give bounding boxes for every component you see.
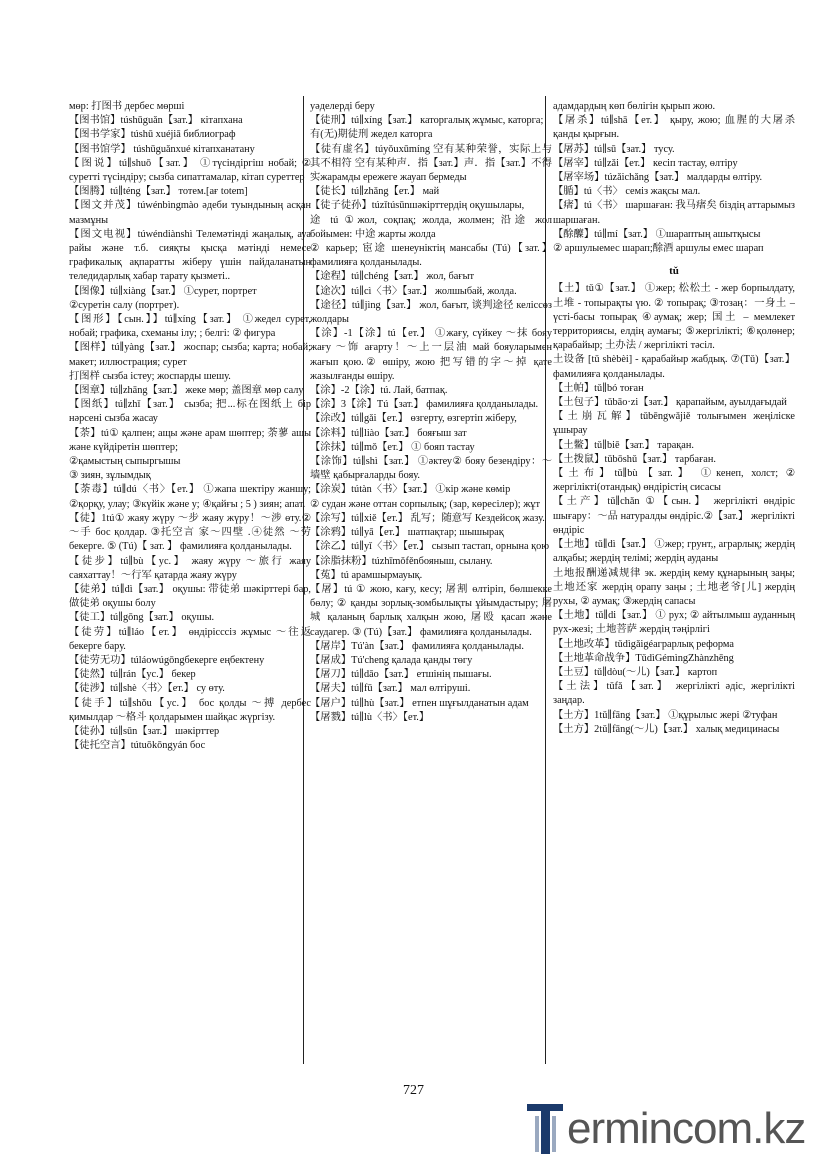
dictionary-entry: 【屠户】tú∥hù【зат.】 етпен шұғылданатын адам — [310, 697, 529, 709]
dictionary-entry: 【涂】3【涂】Tú【зат.】 фамилияға қолданылады. — [310, 399, 539, 411]
dictionary-entry: ② аршулыемес шарап;酴酒 аршулы емес шарап — [553, 243, 764, 255]
dictionary-entry: 【徒子徒孙】túzǐtúsūnшәкірттердің оқушылары, — [310, 200, 525, 212]
dictionary-entry: 打图样 сызба істеу; жоспарды шешу. — [69, 370, 231, 382]
dictionary-entry: 【屠宰】tú∥zǎi【ет.】 кесіп тастау, өлтіру — [553, 157, 738, 169]
dictionary-entry: 【涂写】tú∥xiě【ет.】 乱写；随意写 Кездейсоқ жазу. — [310, 512, 545, 524]
dictionary-entry: 【涂】-2【涂】tú. Лай, батпақ. — [310, 385, 448, 397]
dictionary-entry: 【图说】tú∥shuō【зат.】 ①түсіндіргіш нобай; ② суретті түсіндіру; сызба сипаттамалар, кітап суреттер — [69, 157, 311, 184]
dictionary-entry: 【土崩瓦解】tǔbēngwǎjiě толығымен жеңіліске ұшырау — [553, 411, 795, 437]
dictionary-entry: 【土产】tǔ∥chǎn ①【сын.】 жергілікті өндіріс шығару：～品 натуралды өндіріс.②【зат.】 жергілікті өндіріс — [553, 496, 795, 536]
dictionary-entry: 【徒然】tú∥rán【ус.】 бекер — [69, 669, 196, 681]
dictionary-entry: 【酴醾】tú∥mí【зат.】 ①шараптың ашытқысы — [553, 228, 761, 240]
dictionary-entry: 【图书馆学】 túshūguǎnxué кітапханатану — [69, 143, 255, 155]
dictionary-entry: 【土方】2tǔ∥fāng(～儿)【зат.】 халық медицинасы — [553, 723, 780, 735]
dictionary-entry: ②суретін салу (портрет). — [69, 299, 180, 311]
dictionary-entry: 【图纸】tú∥zhǐ【зат.】 сызба; 把...标在图纸上 бір нәрсені сызба жасау — [69, 399, 311, 425]
dictionary-entry: 【途径】tú∥jìng【зат.】 жол, бағыт, 谈判途径 келіссөз жолдары — [310, 299, 552, 326]
dictionary-entry: 【屠宰场】túzǎichǎng【зат.】 малдарды өлтіру. — [553, 172, 763, 184]
dictionary-entry: 【图文并茂】túwénbìngmào әдеби туындының асқан мазмұны — [69, 200, 311, 226]
dictionary-entry: 【土法】tǔfǎ【зат.】 жергілікті әдіс, жергілікті заңдар. — [553, 681, 795, 707]
dictionary-entry: 【徒工】tú∥gōng【зат.】 оқушы. — [69, 612, 215, 624]
dictionary-column-1 — [69, 100, 311, 1060]
dictionary-entry: 【土地革命战争】TǔdìGémìngZhànzhēng — [553, 652, 734, 664]
dictionary-entry: 【图文电视】túwéndiànshì Телемәтінді жаңалық, ауа райы және т.б. сияқты қысқа мәтінді немесе графикалық ақпаратты жіберу үшін пайдаланатын теледидарлық хабар тарату қызметі.. — [69, 228, 311, 283]
dictionary-entry: 【屠岸】Tú'àn【зат.】 фамилияға қолданылады. — [310, 640, 524, 652]
dictionary-entry: 【图形】【сын.】】tú∥xíng【зат.】 ①жедел сурет, нобай; графика, схеманы ілу; ; белгі: ② фигура — [69, 314, 311, 340]
dictionary-entry: 【图书馆】túshūguǎn【зат.】 кітапхана — [69, 115, 243, 127]
dictionary-entry: 【徒弟】tú∥dì【зат.】 оқушы: 带徒弟 шәкірттері бар, 做徒弟 оқушы болу — [69, 583, 311, 610]
dictionary-entry: 【土鳖】tǔ∥biē【зат.】 тарақан. — [553, 439, 694, 451]
dictionary-entry: 【菟】tú арамшырмауық. — [310, 569, 423, 581]
dictionary-entry: 【图腾】tú∥téng【зат.】 тотем.[ағ totem] — [69, 186, 248, 198]
dictionary-entry: 【涂料】tú∥liào【зат.】 бояғыш зат — [310, 427, 467, 439]
dictionary-entry: ② судан және оттан сорпылық; (зар, көресілер); жұт — [310, 498, 540, 510]
dictionary-entry: 【图样】tú∥yàng【зат.】 жоспар; сызба; карта; нобай; макет; иллюстрация; сурет — [69, 342, 311, 368]
dictionary-entry: 【涂】-1【涂】tú【ет.】 ①жағу, сүйкеу ～抹 бояу жағу ～饰 ағарту！～上一层油 май бояуларымен жағып қою.② өшіру, жою 把写错的字～掉 қате жазылғанды өшіру. — [310, 328, 552, 382]
logo-t-mark-icon — [525, 1100, 565, 1156]
dictionary-entry: 【土地】tǔ∥di【зат.】 ① рух; ② айтылмыш ауданның рух-жезі; 土地菩萨 жердің тәңірлігі — [553, 610, 795, 636]
dictionary-entry: ②қамыстың сыпыргышы — [69, 456, 181, 468]
dictionary-entry: 【图章】tú∥zhāng【зат.】 жеке мөр; 盖图章 мөр салу — [69, 385, 304, 397]
dictionary-entry: уәделерді беру — [310, 101, 375, 112]
dictionary-entry: 【土地改革】tǔdìgǎigéаграрлық реформа — [553, 638, 734, 650]
dictionary-entry: 【屠】tú ① жою, кағу, кесу; 屠割 өлтіріп, бөлшекке бөлу; ② қанды зорлық-зомбылықты ұйымдастыру; 屠城 қаланың барлық халқын жою, 屠殴 қасап және саудагер. ③ (Tú)【зат.】 фамилияға қолданылады. — [310, 583, 552, 638]
dictionary-entry: 【徒托空言】tútuōkōngyán бос — [69, 740, 206, 752]
dictionary-entry: 【徒劳】tú∥láo【ет.】 өндірісссіз жұмыс ～往返 бекерге бару. — [69, 626, 311, 652]
dictionary-entry: 【徒长】tú∥zhǎng【ет.】 май — [310, 186, 440, 198]
dictionary-entry: 【徒步】tú∥bù【ус.】 жаяу жүру ～旅行 жаяу саяхаттау！～行军 қатарда жаяу жүру — [69, 555, 311, 581]
dictionary-entry: 【腯】tú〈书〉 семіз жақсы мал. — [553, 186, 701, 198]
dictionary-entry: 【图书学家】túshū xuéjiā библиограф — [69, 129, 236, 141]
dictionary-entry: 【途程】tú∥chéng【зат.】 жол, бағыт — [310, 271, 474, 283]
dictionary-entry: 【土包子】tǔbāo·zi【зат.】 қарапайым, ауылдағыдай — [553, 397, 787, 409]
dictionary-entry: 【屠夫】tú∥fū【зат.】 мал өлтіруші. — [310, 683, 471, 695]
dictionary-entry: 【徒涉】tú∥shè〈书〉【ет.】 су өту. — [69, 683, 225, 695]
dictionary-entry: 【图像】tú∥xiàng【зат.】 ①сурет, портрет — [69, 285, 257, 297]
dictionary-entry: ③ зиян, зұлымдық — [69, 470, 151, 482]
dictionary-entry: 【土帕】tǔ∥bó тоған — [553, 382, 644, 394]
dictionary-entry: 【荼毒】tú∥dú〈书〉【ет.】 ①жапа шектіру жаншу; ②қорқу, улау; ③күйік және у; ④қайғы ; 5 ) зиян; апат. — [69, 484, 311, 510]
dictionary-entry: 【途次】tú∥cì〈书〉【зат.】 жолшыбай, жолда. — [310, 285, 517, 297]
dictionary-entry: 【徒劳无功】túláowúgōngбекерге еңбектену — [69, 654, 265, 666]
logo-text: ermincom.kz — [567, 1104, 806, 1153]
dictionary-entry: 【土地】tǔ∥dì【зат.】 ①жер; грунт,, аграрлық; жердің алқабы; жердің телімі; жердің ауданы — [553, 539, 795, 565]
dictionary-entry: ② карьер; 宦途 шенеуніктің мансабы (Tú)【зат.】фамилияға қолданылады. — [310, 243, 552, 269]
dictionary-entry: 【屠成】Tú'cheng қалада қанды төгу — [310, 654, 473, 666]
dictionary-column-3 — [553, 100, 795, 1060]
dictionary-entry: 【徒孙】tú∥sūn【зат.】 шәкірттер — [69, 725, 220, 737]
dictionary-entry: 【屠杀】tú∥shā【ет.】 қыру, жою; 血腥的大屠杀 қанды қырғын. — [553, 115, 795, 141]
dictionary-entry: 【土布】tǔ∥bù【зат.】 ①кенеп, холст; ② жергілікті(отандық) өндірістің сисасы — [553, 468, 795, 494]
dictionary-entry: 土地报酬递减规律 эк. жердің кему құнарының заңы; 土地还家 жердің орапу заңы ; 土地老爷[儿] жердің рухы, ② аумақ; ③жердің сапасы — [553, 567, 795, 607]
dictionary-entry: 【涂改】tú∥gǎi【ет.】 өзгерту, өзгертіп жіберу, — [310, 413, 517, 425]
dictionary-entry: 【涂脂抹粉】túzhīmǒfěnбояныш, сылану. — [310, 555, 493, 567]
dictionary-entry: 途 tú ①жол, соқпақ; жолда, жолмен; 沿途 жол бойымен: 中途 жарты жолда — [310, 214, 552, 240]
dictionary-entry: 【屠戮】tú∥lù〈书〉【ет.】 — [310, 711, 430, 723]
dictionary-entry: 【土拨鼠】tǔbōshǔ【зат.】 тарбаған. — [553, 453, 716, 465]
dictionary-entry: мөр: 打图书 дербес мөрші — [69, 101, 185, 112]
dictionary-entry: 【徒】1tú① жаяу жүру ～步 жаяу жүру！～涉 өту.② ～手 бос қолдар. ③托空言 家～四壁 .④徒然 ～劳 бекерге. ⑤ (Tú)【 зат. 】 фамилияға қолданылады. — [69, 512, 311, 553]
dictionary-entry: 有(无)期徒刑 жедел каторга — [310, 129, 433, 141]
dictionary-entry: 【土豆】tǔ∥dòu(～儿)【зат.】 картоп — [553, 666, 718, 678]
dictionary-entry: 【涂炭】tútàn〈书〉【зат.】 ①кір және көмір — [310, 484, 511, 496]
dictionary-entry: 【涂抹】tú∥mǒ【ет.】 ① бояп тастау — [310, 441, 475, 453]
dictionary-entry: 【涂乙】tú∥yǐ〈书〉【ет.】 сызып тастап, орнына қою — [310, 541, 550, 553]
dictionary-entry: адамдардың көп бөлігін қырып жою. — [553, 101, 716, 112]
dictionary-entry: 【徒手】tú∥shǒu【ус.】 бос қолды ～搏 дербес қимылдар ～格斗 қолдарымен шайқас жүргізу. — [69, 697, 311, 723]
dictionary-entry: 【荼】tú① қалпен; ащы және арам шөптер; 荼蓼 ащы және күйдіретін шөптер; — [69, 427, 311, 453]
dictionary-entry: 【屠苏】tú∥sū【зат.】 тусу. — [553, 143, 675, 155]
dictionary-entry: 【涂饰】tú∥shì【зат.】 ①әктеу② бояу безендіру：～墙壁 қабырғаларды бояу. — [310, 456, 552, 482]
dictionary-column-2 — [310, 100, 552, 1060]
dictionary-entry: 【徒有虚名】túyǒuxūmíng 空有某种荣誉，实际上与其不相符 空有某种声．指【зат.】声．指【зат.】不得实жарамды ережеге жауап бермеды — [310, 143, 552, 184]
dictionary-entry: 【瘏】tú〈书〉 шаршаған: 我马瘏矣 біздің аттарымыз шаршаған. — [553, 200, 795, 226]
dictionary-entry: 【徒刑】tú∥xíng【зат.】 каторгалық жұмыс, каторга; — [310, 115, 544, 127]
dictionary-entry: 【土】tǔ①【зат.】 ①жер; 松松土 - жер борпылдату, 土堆 - топырақты үю. ② топырақ; ③тозаң：一身土 – үсті-басы топырақ ④аумақ; жер; 国土 – мемлекет территориясы, елдің аумағы; ⑤жергілікті; ⑥қолөнер; қарабайыр; 土办法 / жергілікті тәсіл. — [553, 283, 795, 352]
dictionary-entry: 【涂鸦】tú∥yā【ет.】 шатпақтар; шышырақ — [310, 527, 504, 539]
dictionary-entry: 【土方】1tǔ∥fāng【зат.】 ①құрылыс жері ②туфан — [553, 709, 778, 721]
section-heading: tǔ — [669, 265, 679, 278]
page-number: 727 — [403, 1083, 424, 1098]
dictionary-entry: 土设备 [tǔ shèbèi] - қарабайыр жабдық. ⑦(Tǔ)【зат.】 фамилияға қолданылады. — [553, 354, 795, 380]
termincom-logo[interactable] — [525, 1100, 815, 1160]
dictionary-entry: 【屠刀】tú∥dāo【зат.】 етшінің пышағы. — [310, 669, 492, 681]
